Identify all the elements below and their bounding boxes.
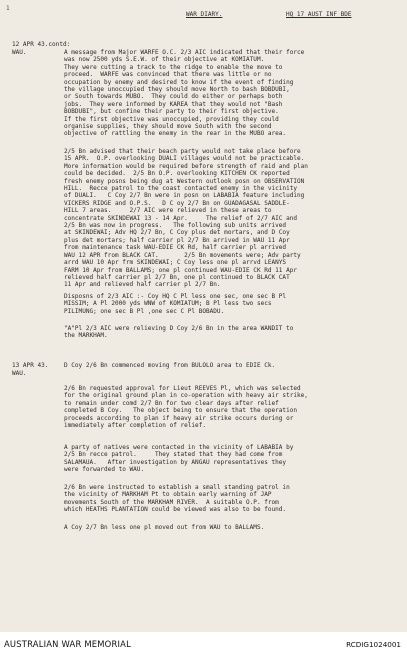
text-line: 2/5 Bn recce patrol. They stated that they had come from <box>64 451 283 459</box>
text-line: was now 2500 yds S.E.W. of their objective at KOMIATUM. <box>64 56 265 64</box>
text-line: proceeds according to plan if heavy air strike occurs during or <box>64 414 294 422</box>
paragraph-2-5-bn-beach-party <box>64 148 404 289</box>
text-line: occupation by enemy and desired to know if the event of finding <box>64 78 294 86</box>
text-line: 2/5 Bn advised that their beach party would not take place before <box>64 148 301 155</box>
text-line: A Coy 2/7 Bn less one pl moved out from WAU to BALLAMS. <box>64 524 265 531</box>
page-corner-mark: 1 <box>6 5 10 12</box>
text-line: "A"Pl 2/3 AIC were relieving D Coy 2/6 Bn in the area WANDIT to <box>64 325 294 332</box>
text-line: HILL 7 areas. 2/7 AIC were relieved in these areas to <box>64 207 272 215</box>
paragraph-disposns-2-3-aic <box>64 293 404 315</box>
archive-name: AUSTRALIAN WAR MEMORIAL <box>4 639 131 649</box>
text-line: to remain under comd 2/7 Bn for two clear days after relief <box>64 399 279 407</box>
text-line: were forwarded to WAU. <box>64 466 145 474</box>
paragraph-a-pl-relief <box>64 325 404 340</box>
entry-place: WAU. <box>12 49 27 56</box>
text-line: concentrate SKINDEWAI 13 - 14 Apr. The relief of 2/7 AIC and <box>64 214 297 222</box>
text-line: D Coy 2/6 Bn commenced moving from BULOLO area to EDIE Ck. <box>64 362 276 369</box>
unit-designation: HQ 17 AUST INF BDE <box>286 11 352 18</box>
text-line: PILIMUNG; one sec B Pl ,one sec C Pl BOBADU. <box>64 307 225 315</box>
text-line: the vicinity of MARKHAM Pt to obtain early warning of JAP <box>64 491 272 499</box>
text-line: or South towards MUBO. They could do either or perhaps both <box>64 93 283 101</box>
text-line: 2/5 Bn was now in progress. The following sub units arrived <box>64 222 287 230</box>
entry-date: 12 APR 43.contd: <box>12 41 71 48</box>
text-line: objective of rattling the enemy in the rear in the MUBO area. <box>64 130 287 138</box>
entry-date: 13 APR 43. <box>12 362 49 369</box>
text-line: More information would be required before strength of raid and plan <box>64 162 308 170</box>
diary-header <box>0 11 407 21</box>
text-line: the village unoccupied they should move North to bash BOBDUBI, <box>64 86 290 94</box>
text-line: Disposns of 2/3 AIC :- Coy HQ C Pl less one sec, one sec B Pl <box>64 293 287 300</box>
text-line: SALAMAUA. After investigation by ANGAU representatives they <box>64 458 287 466</box>
entry-place: WAU. <box>12 370 27 377</box>
paragraph-natives-contacted <box>64 444 404 474</box>
text-line: which HEATHS PLANTATION could be viewed was also to be found. <box>64 506 287 514</box>
text-line: immediately after completion of relief. <box>64 422 206 430</box>
text-line: 11 Apr and relieved half carrier pl 2/7 Bn. <box>64 281 221 289</box>
text-line: HILL. Recce patrol to the coast contacted enemy in the vicinity <box>64 185 297 193</box>
text-line: for the original ground plan in co-operation with heavy air strike, <box>64 392 308 400</box>
text-line: plus det mortars; half carrier pl 2/7 Bn arrived in WAU 11 Apr <box>64 236 290 244</box>
text-line: 2/6 Bn were instructed to establish a small standing patrol in <box>64 484 290 491</box>
text-line: from maintenance task WAU-EDIE CK Rd, half carrier pl arrived <box>64 244 287 252</box>
text-line: WAU 12 APR from BLACK CAT. 2/5 Bn movements were; Adv party <box>64 251 301 259</box>
paragraph-reeves-pl <box>64 385 404 429</box>
text-line: 2/6 Bn requested approval for Lieut REEVES Pl, which was selected <box>64 385 301 392</box>
text-line: MISSIM; A Pl 2000 yds WNW of KOMIATUM; B Pl less two secs <box>64 300 272 308</box>
text-line: movements South of the MARKHAM RIVER. A suitable O.P. from <box>64 498 279 506</box>
text-line: VICKERS RIDGE and O.P.S. D C oy 2/7 Bn on GUADAGASAL SADDLE- <box>64 199 290 207</box>
paragraph-a-coy-move <box>64 524 404 531</box>
archive-footer <box>0 632 407 654</box>
paragraph-warfe-message <box>64 49 404 138</box>
diary-title: WAR DIARY. <box>186 11 223 18</box>
text-line: of DUALI. C Coy 2/7 Bn were in posn on LABABIA feature including <box>64 192 305 200</box>
text-line: They were cutting a track to the ridge to enable the move to <box>64 63 283 71</box>
text-line: arrd WAU 10 Apr frm SKINDEWAI; C Coy less one pl arrvd LEANYS <box>64 259 287 267</box>
text-line: proceed. WARFE was convinced that there was little or no <box>64 71 272 79</box>
text-line: A message from Major WARFE O.C. 2/3 AIC indicated that their force <box>64 49 305 56</box>
paragraph-d-coy-move <box>64 362 404 369</box>
paragraph-standing-patrol <box>64 484 404 514</box>
text-line: completed B Coy. The object being to ensure that the operation <box>64 407 297 415</box>
text-line: fresh enemy posns being dug at Western outlook posn on OBSERVATION <box>64 177 305 185</box>
text-line: the MARKHAM. <box>64 332 108 340</box>
text-line: BOBDUBI", but confine their party to their first objective. <box>64 108 279 116</box>
record-id: RCDIG1024001 <box>346 640 401 649</box>
text-line: A party of natives were contacted in the vicinity of LABABIA by <box>64 444 294 451</box>
text-line: jobs. They were informed by KAREA that they would not "Bash <box>64 100 283 108</box>
text-line: could be decided. 2/5 Bn O.P. overlooking KITCHEN CK reported <box>64 170 290 178</box>
text-line: 15 APR. O.P. overlooking DUALI villages would not be practicable. <box>64 155 305 163</box>
text-line: organise supplies, they should move South with the second <box>64 123 272 131</box>
text-line: at SKINDEWAI; Adv HQ 2/7 Bn, C Coy plus det mortars, and D Coy <box>64 229 290 237</box>
text-line: If the first objective was unoccupied, providing they could <box>64 115 279 123</box>
text-line: relieved half carrier pl 2/7 Bn, one pl continued to BLACK CAT <box>64 273 290 281</box>
text-line: FARM 10 Apr from BALLAMS; one pl continued WAU-EDIE CK Rd 11 Apr <box>64 266 297 274</box>
